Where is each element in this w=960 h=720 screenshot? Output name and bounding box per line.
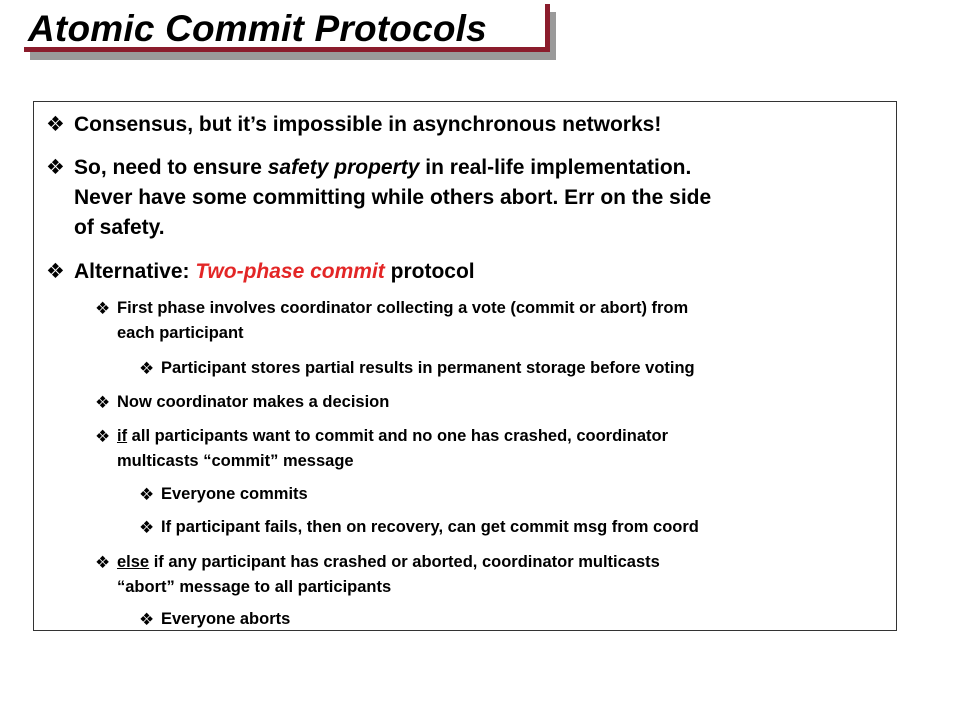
subbullet-everyone-aborts: ❖ Everyone aborts — [161, 607, 290, 632]
bullet-text-line3: of safety. — [74, 216, 165, 239]
diamond-bullet-icon: ❖ — [95, 553, 111, 572]
diamond-bullet-icon: ❖ — [139, 359, 155, 378]
slide-title: Atomic Commit Protocols — [28, 8, 487, 49]
diamond-bullet-icon: ❖ — [139, 518, 155, 537]
subbullet-decision: ❖ Now coordinator makes a decision — [117, 390, 389, 415]
diamond-bullet-icon: ❖ — [95, 299, 111, 318]
bullet-safety — [46, 153, 712, 243]
bullet-alternative: ❖ Alternative: Two-phase commit protocol — [74, 257, 475, 287]
two-phase-commit-emphasis: Two-phase commit — [195, 260, 385, 283]
subbullet-participant-fails: ❖ If participant fails, then on recovery, can get commit msg from coord — [161, 515, 699, 540]
diamond-bullet-icon: ❖ — [139, 610, 155, 629]
diamond-bullet-icon: ❖ — [95, 393, 111, 412]
else-keyword: else — [117, 553, 150, 571]
diamond-bullet-icon: ❖ — [95, 427, 111, 446]
title-banner — [24, 4, 556, 60]
safety-property-emphasis: safety property — [267, 156, 420, 179]
subbullet-if-commit: ❖ if all participants want to commit and no one has crashed, coordinator multicasts “commit” message — [117, 424, 668, 474]
title-box — [24, 4, 550, 52]
diamond-bullet-icon: ❖ — [46, 156, 65, 179]
subbullet-first-phase: ❖ First phase involves coordinator collecting a vote (commit or abort) from each participant — [117, 296, 688, 346]
bullet-consensus — [46, 110, 662, 140]
bullet-text: Consensus, but it’s impossible in asynchronous networks! — [74, 113, 662, 136]
bullet-text-line2: Never have some committing while others abort. Err on the side — [74, 186, 712, 209]
bullet-text-line1: So, need to ensure safety property in real-life implementation. — [74, 156, 692, 179]
diamond-bullet-icon: ❖ — [46, 113, 65, 136]
subbullet-everyone-commits: ❖ Everyone commits — [161, 482, 308, 507]
subbullet-else-abort: ❖ else if any participant has crashed or aborted, coordinator multicasts “abort” message to all participants — [117, 550, 660, 600]
if-keyword: if — [117, 427, 128, 445]
diamond-bullet-icon: ❖ — [139, 485, 155, 504]
diamond-bullet-icon: ❖ — [46, 260, 65, 283]
subbullet-participant-stores: ❖ Participant stores partial results in permanent storage before voting — [161, 356, 695, 381]
